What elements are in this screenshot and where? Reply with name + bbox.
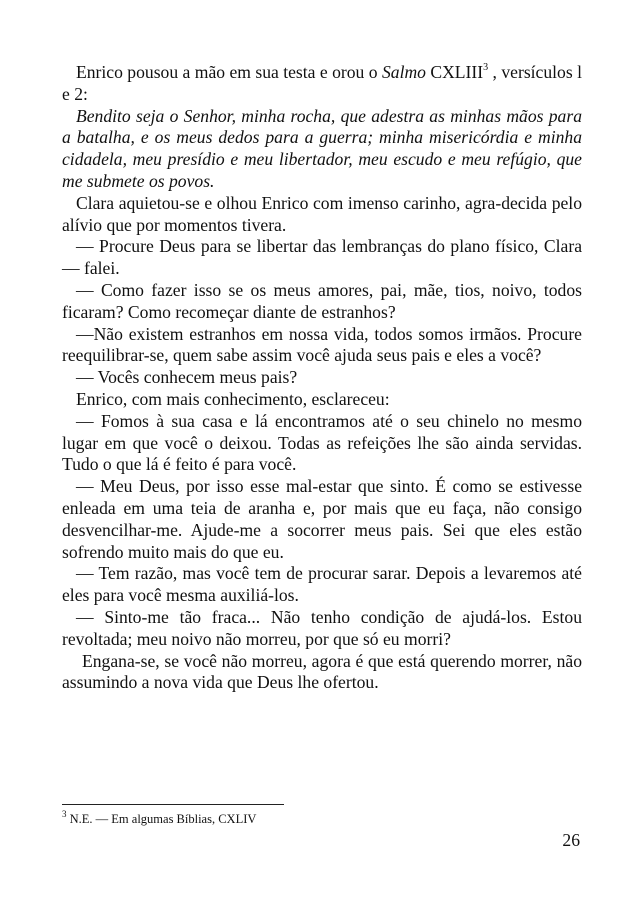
paragraph-8: Enrico, com mais conhecimento, esclareceu:: [76, 388, 390, 409]
paragraph-6: —Não existem estranhos em nossa vida, todos somos irmãos. Procure reequilibrar-se, quem sabe assim você ajuda seus pais e eles a você?: [62, 323, 582, 366]
footnote-ref: 3: [483, 62, 489, 74]
paragraph-10: — Meu Deus, por isso esse mal-estar que sinto. É como se estivesse enleada em uma teia de aranha e, por mais que eu faça, não consigo desvencilhar-me. Ajude-me a socorrer meus pais. Sei que eles estão sofrendo muito mais do que eu.: [62, 476, 582, 562]
footnote: [62, 808, 257, 827]
paragraph-5: — Como fazer isso se os meus amores, pai, mãe, tios, noivo, todos ficaram? Como recomeçar diante de estranhos?: [62, 279, 582, 322]
paragraph-13: Engana-se, se você não morreu, agora é que está querendo morrer, não assumindo a nova vida que Deus lhe ofertou.: [62, 650, 582, 693]
page-number: 26: [562, 830, 580, 850]
body-text: [62, 62, 582, 694]
paragraph-11: — Tem razão, mas você tem de procurar sarar. Depois a levaremos até eles para você mesma auxiliá-los.: [62, 563, 582, 606]
paragraph-3: Clara aquietou-se e olhou Enrico com imenso carinho, agra-decida pelo alívio que por momentos tivera.: [62, 192, 582, 235]
salmo-word: Salmo: [381, 62, 426, 82]
psalm-quote: Bendito seja o Senhor, minha rocha, que adestra as minhas mãos para a batalha, e os meus dedos para a guerra; minha misericórdia e minha cidadela, meu presídio e meu libertador, meu escudo e meu refúgio, que me submete os povos.: [62, 105, 582, 191]
paragraph-7: — Vocês conhecem meus pais?: [76, 367, 298, 388]
paragraph-1: Enrico pousou a mão em sua testa e orou o Salmo CXLIII$^3$ , versículos l e 2:: [62, 62, 582, 104]
footnote-divider: [62, 804, 284, 805]
footnote-mark: 3: [62, 808, 67, 819]
paragraph-9: — Fomos à sua casa e lá encontramos até o seu chinelo no mesmo lugar em que você o deixou. Todas as refeições lhe são ainda servidas. Tudo o que lá é feito é para você.: [62, 410, 582, 475]
footnote-text: N.E. — Em algumas Bíblias, CXLIV: [66, 812, 257, 826]
paragraph-4: — Procure Deus para se libertar das lembranças do plano físico, Clara — falei.: [62, 236, 582, 279]
paragraph-12: — Sinto-me tão fraca... Não tenho condição de ajudá-los. Estou revoltada; meu noivo não morreu, por que só eu morri?: [62, 606, 582, 649]
